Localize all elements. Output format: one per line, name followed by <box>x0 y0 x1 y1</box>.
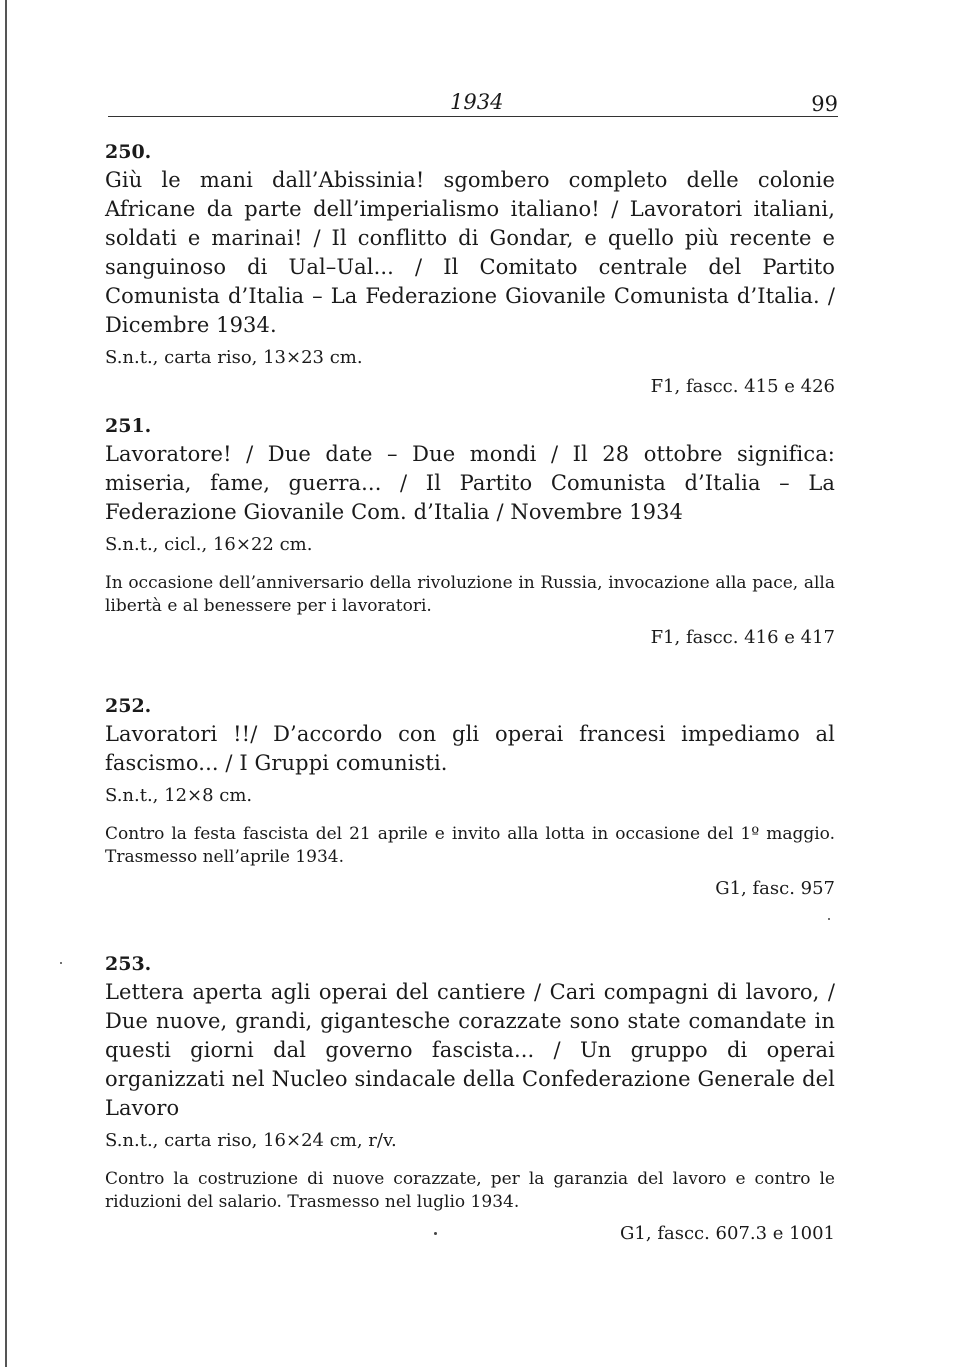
scan-speck <box>60 962 62 964</box>
entry-number: 250. <box>105 141 152 163</box>
page-header <box>108 90 838 120</box>
page-number: 99 <box>811 92 838 116</box>
entry-title: Lettera aperta agli operai del cantiere / Cari compagni di lavoro, / Due nuove, grandi, gigantesche corazzate sono state comandate in questi giorni dal governo fascista... / Un gruppo di operai organizzati nel Nucleo sindacale della Confederazione Generale del Lavoro <box>105 980 835 1120</box>
catalog-entry-250 <box>105 138 835 400</box>
entry-reference: G1, fascc. 607.3 e 1001 <box>620 1223 835 1244</box>
entry-notes: Contro la costruzione di nuove corazzate, per la garanzia del lavoro e contro le riduzioni del salario. Trasmesso nel luglio 1934. <box>105 1169 835 1212</box>
header-rule <box>108 116 838 117</box>
catalog-entry-253 <box>105 950 835 1247</box>
scan-speck <box>434 1232 437 1235</box>
entry-reference: F1, fascc. 415 e 426 <box>650 376 835 397</box>
running-head-year: 1934 <box>450 90 504 114</box>
entry-title: Giù le mani dall’Abissinia! sgombero completo delle colonie Africane da parte dell’imperialismo italiano! / Lavoratori italiani, soldati e marinai! / Il conflitto di Gondar, e quello più recente e sanguinoso di Ual–Ual... / Il Comitato centrale del Partito Comunista d’Italia – La Federazione Giovanile Comunista d’Italia. / Dicembre 1934. <box>105 168 835 337</box>
scan-speck <box>828 918 830 920</box>
entry-title: Lavoratori !!/ D’accordo con gli operai francesi impediamo al fascismo... / I Gruppi comunisti. <box>105 722 835 775</box>
entry-number: 252. <box>105 695 152 717</box>
catalog-entry-251 <box>105 412 835 651</box>
entry-number: 253. <box>105 953 152 975</box>
entry-description: S.n.t., cicl., 16×22 cm. <box>105 534 313 555</box>
entry-number: 251. <box>105 415 152 437</box>
scan-edge-line <box>5 0 7 1367</box>
entry-reference: G1, fasc. 957 <box>715 878 835 899</box>
entry-notes: Contro la festa fascista del 21 aprile e invito alla lotta in occasione del 1º maggio. Trasmesso nell’aprile 1934. <box>105 824 835 867</box>
entry-description: S.n.t., carta riso, 13×23 cm. <box>105 347 363 368</box>
entry-notes: In occasione dell’anniversario della rivoluzione in Russia, invocazione alla pace, alla libertà e al benessere per i lavoratori. <box>105 573 835 616</box>
entry-reference: F1, fascc. 416 e 417 <box>650 627 835 648</box>
entry-title: Lavoratore! / Due date – Due mondi / Il 28 ottobre significa: miseria, fame, guerra... / Il Partito Comunista d’Italia – La Federazione Giovanile Com. d’Italia / Novembre 1934 <box>105 442 835 524</box>
catalog-entry-252 <box>105 692 835 902</box>
entry-description: S.n.t., carta riso, 16×24 cm, r/v. <box>105 1130 397 1151</box>
entry-description: S.n.t., 12×8 cm. <box>105 785 253 806</box>
